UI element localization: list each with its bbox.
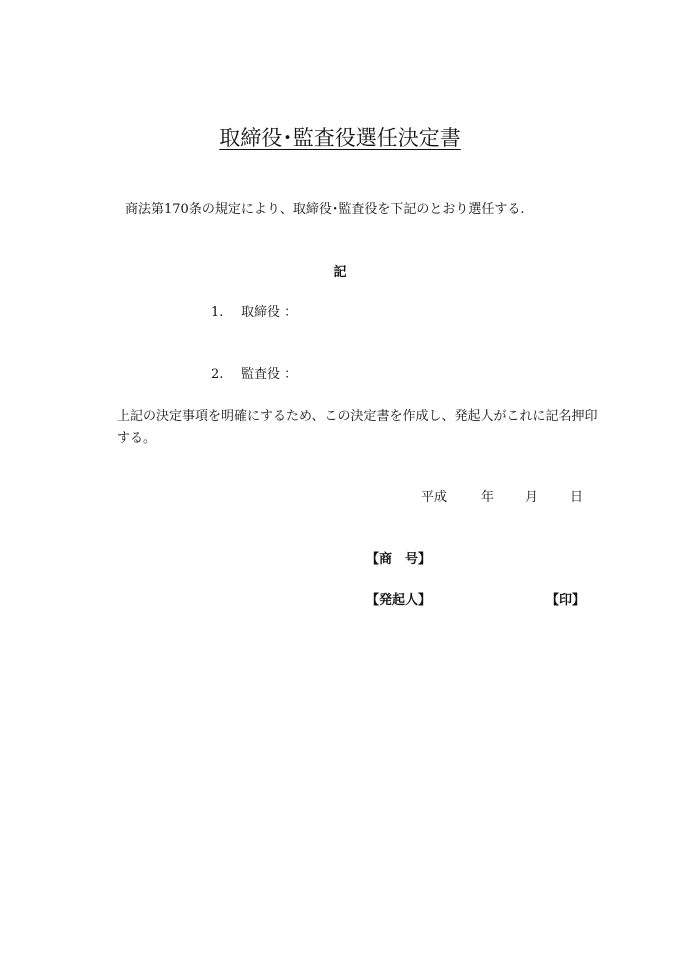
item-auditor (211, 363, 297, 382)
intro-text: 商法第170条の規定により、取締役･監査役を下記のとおり選任する. (125, 202, 525, 217)
date-day: 日 (570, 490, 584, 505)
promoter-label: 【発起人】 (366, 593, 432, 608)
body-text-line1: 上記の決定事項を明確にするため、この決定書を作成し、発起人がこれに記名押印 (117, 409, 598, 424)
item-number: 1. (211, 305, 224, 320)
item-director (211, 301, 297, 320)
trade-name-label: 【商 号】 (366, 552, 432, 567)
document-title: 取締役･監査役選任決定書 (219, 126, 461, 150)
ki-heading: 記 (333, 265, 347, 280)
date-year: 年 (481, 490, 495, 505)
seal-label: 【印】 (546, 593, 586, 608)
date-month: 月 (525, 490, 539, 505)
item-label: 取締役 ： (241, 305, 298, 320)
item-label: 監査役 ： (241, 367, 298, 382)
date-era: 平成 (421, 490, 448, 505)
body-text-line2: する。 (117, 431, 157, 446)
item-number: 2. (211, 367, 224, 382)
